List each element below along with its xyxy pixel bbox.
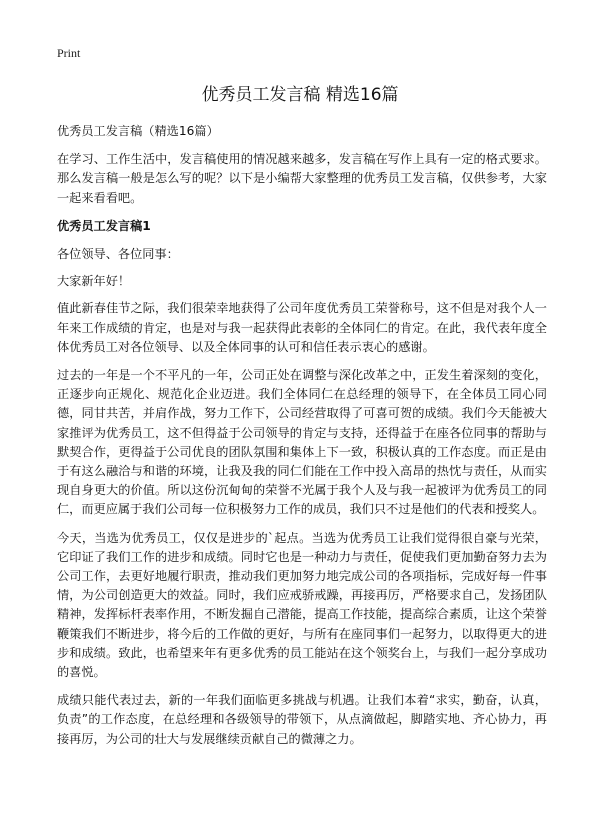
greeting-line: 各位领导、各位同事： [57,247,179,262]
greeting-line: 大家新年好！ [57,274,131,289]
body-paragraph: 成绩只能代表过去，新的一年我们面临更多挑战与机遇。让我们本着“求实，勤奋，认真，负责”的工作态度，在总经理和各级领导的带领下，从点滴做起，脚踏实地、齐心协力，再接再厉，为公司的壮大与发展继续贡献自己的微薄之力。 [57,693,547,746]
document-body [57,122,547,758]
body-paragraph: 过去的一年是一个不平凡的一年，公司正处在调整与深化改革之中，正发生着深刻的变化，正逐步向正规化、规范化企业迈进。我们全体同仁在总经理的领导下，在全体员工同心同德，同甘共苦，并肩作战，努力工作下，公司经营取得了可喜可贺的成绩。我们今天能被大家推评为优秀员工，这不但得益于公司领导的肯定与支持，还得益于在座各位同事的帮助与默契合作，更得益于公司优良的团队氛围和集体上下一致，积极认真的工作态度。而正是由于有这么融洽与和谐的环境，让我及我的同仁们能在工作中投入高昂的热忱与责任，从而实现自身更大的价值。所以这份沉甸甸的荣誉不光属于我个人及与我一起被评为优秀员工的同仁，而更应属于我们公司每一位积极努力工作的成员，我们只不过是他们的代表和授奖人。 [57,368,547,517]
page-title: 优秀员工发言稿 精选16篇 [201,85,399,105]
body-paragraph: 今天，当选为优秀员工，仅仅是进步的`起点。当选为优秀员工让我们觉得很自豪与光荣，它印证了我们工作的进步和成绩。同时它也是一种动力与责任，促使我们更加勤奋努力去为公司工作，去更好地履行职责，推动我们更加努力地完成公司的各项指标，完成好每一件事情，为公司创造更大的效益。同时，我们应戒骄戒躁，再接再厉，严格要求自己，发扬团队精神，发挥标杆表率作用，不断发掘自己潜能，提高工作技能，提高综合素质，让这个荣誉鞭策我们不断进步，将今后的工作做的更好，与所有在座同事们一起努力，以取得更大的进步和成绩。致此，也希望来年有更多优秀的员工能站在这个领奖台上，与我们一起分享成功的喜悦。 [57,530,547,680]
document-subtitle: 优秀员工发言稿（精选16篇） [57,124,219,138]
print-link[interactable]: Print [57,46,81,60]
intro-paragraph: 在学习、工作生活中，发言稿使用的情况越来越多，发言稿在写作上具有一定的格式要求。那么发言稿一般是怎么写的呢？以下是小编帮大家整理的优秀员工发言稿，仅供参考，大家一起来看看吧。 [57,152,547,205]
section-heading: 优秀员工发言稿1 [57,218,151,233]
body-paragraph: 值此新春佳节之际，我们很荣幸地获得了公司年度优秀员工荣誉称号，这不但是对我个人一年来工作成绩的肯定，也是对与我一起获得此表彰的全体同仁的肯定。在此，我代表年度全体优秀员工对各位领导、以及全体同事的认可和信任表示衷心的感谢。 [57,301,547,354]
